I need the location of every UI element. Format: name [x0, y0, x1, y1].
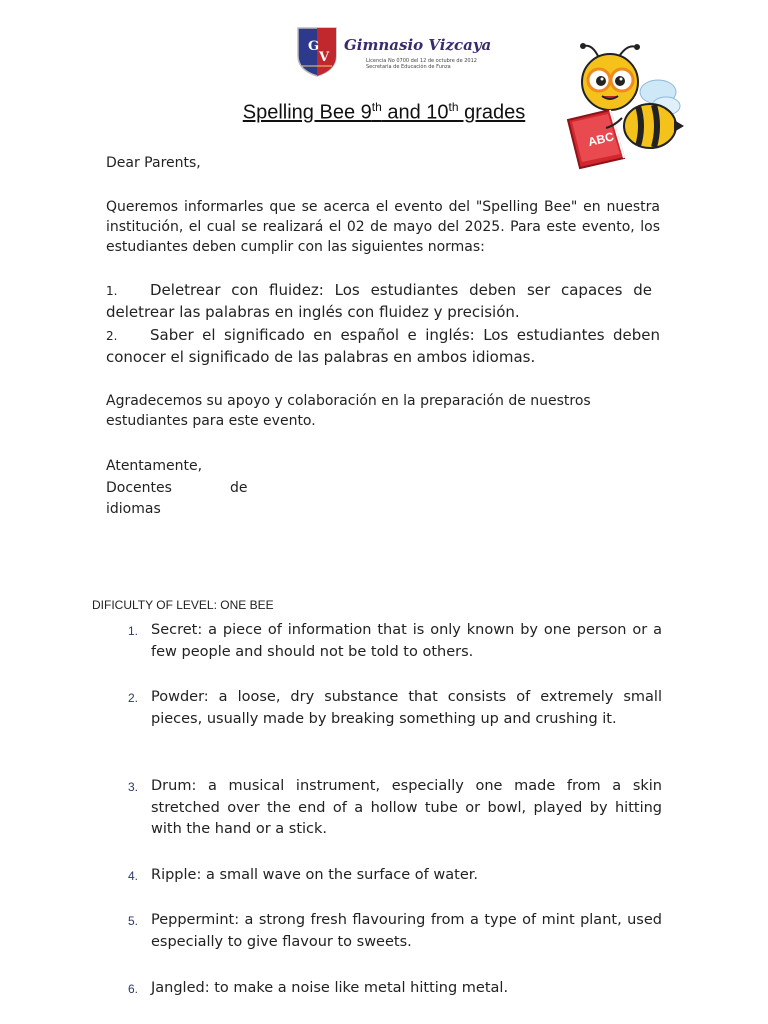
list-item-text: Peppermint: a strong fresh flavouring from a type of mint plant, used especially to give flavour to sweets.: [151, 912, 662, 950]
list-item: [122, 978, 662, 1000]
list-item-number: 5.: [128, 914, 139, 928]
list-item-text: Drum: a musical instrument, especially one made from a skin stretched over the end of a hollow tube or bowl, played by hitting with the hand or a stick.: [151, 778, 662, 837]
signature-line: idiomas: [106, 501, 161, 517]
level-heading: DIFICULTY OF LEVEL: ONE BEE: [92, 598, 274, 612]
list-item-number: 6.: [128, 982, 139, 996]
school-name: Gimnasio Vizcaya: [344, 36, 492, 54]
rule-item: [106, 325, 660, 368]
letter-thanks: Agradecemos su apoyo y colaboración en la preparación de nuestros estudiantes para este evento.: [106, 393, 591, 429]
list-item-text: Powder: a loose, dry substance that consists of extremely small pieces, usually made by breaking something up and crushing it.: [151, 689, 662, 727]
list-item: [122, 910, 662, 953]
rule-text: Saber el significado en español e inglés: Los estudiantes deben conocer el significado de las palabras en ambos idiomas.: [106, 326, 660, 366]
school-logo: [296, 26, 492, 80]
school-license: Licencia No 0700 del 12 de octubre de 2012 Secretaria de Educación de Funza: [366, 58, 477, 70]
bee-book-label: ABC: [586, 129, 616, 150]
signature-line: Docentes: [106, 480, 172, 496]
list-item: [122, 865, 662, 887]
school-shield-icon: [296, 26, 338, 78]
page-title: Spelling Bee 9th and 10th grades: [242, 100, 526, 124]
rule-text: Deletrear con fluidez: Los estudiantes deben ser capaces de deletrear las palabras en inglés con fluidez y precisión.: [106, 281, 652, 321]
list-item-number: 2.: [128, 691, 139, 705]
list-item: [122, 620, 662, 663]
rule-number: 2.: [106, 329, 118, 343]
list-item-text: Ripple: a small wave on the surface of water.: [151, 867, 478, 883]
signature-line: de: [230, 480, 248, 496]
list-item-text: Jangled: to make a noise like metal hitting metal.: [151, 980, 509, 996]
list-item: [122, 776, 662, 841]
letter-closing: Atentamente,: [106, 458, 203, 474]
letter-greeting: Dear Parents,: [106, 155, 201, 171]
letter-intro: Queremos informarles que se acerca el evento del "Spelling Bee" en nuestra institución, el cual se realizará el 02 de mayo del 2025. Para este evento, los estudiantes deben cumplir con las siguientes normas:: [106, 199, 660, 255]
rule-item: [106, 280, 652, 323]
svg-text:G: G: [308, 39, 320, 54]
list-item: [122, 687, 662, 730]
rule-number: 1.: [106, 284, 118, 298]
list-item-number: 1.: [128, 624, 139, 638]
list-item-text: Secret: a piece of information that is only known by one person or a few people and should not be told to others.: [151, 622, 662, 660]
svg-text:V: V: [319, 50, 330, 65]
list-item-number: 3.: [128, 780, 139, 794]
list-item-number: 4.: [128, 869, 139, 883]
